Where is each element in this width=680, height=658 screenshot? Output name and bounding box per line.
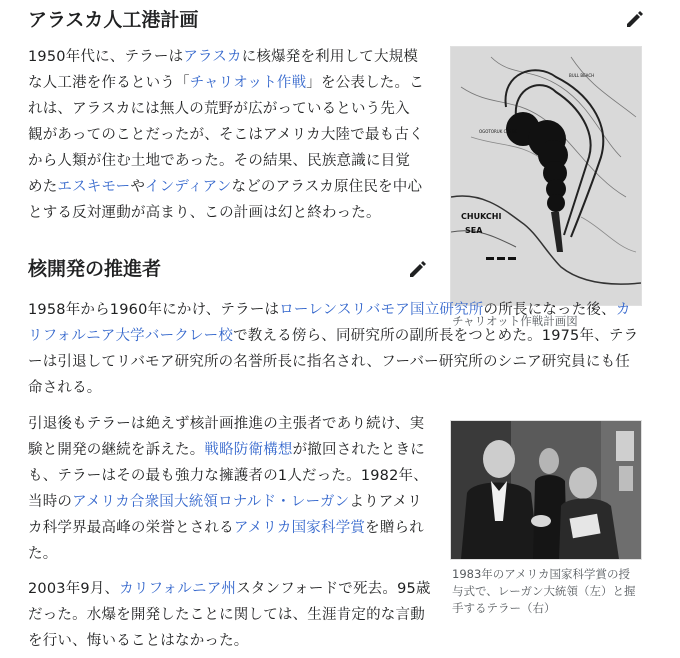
map-label-creek: OGOTORUK CREEK: [479, 129, 517, 134]
section-heading-nuclear-promoter: 核開発の推進者: [28, 258, 162, 280]
paragraph-sdi: 引退後もテラーは絶えず核計画推進の主張者であり続け、実験と開発の継続を訴えた。戦略防衛構想が撤回されたときにも、テラーはその最も強力な擁護者の1人だった。1982年、当時のアメリカ合衆国大統領ロナルド・レーガンよりアメリカ科学界最高峰の栄誉とされるアメリカ国家科学賞を贈られた。: [28, 416, 428, 562]
edit-pencil-icon[interactable]: [407, 258, 429, 280]
map-label-chukchi: CHUKCHI: [461, 212, 502, 221]
link-uc-berkeley[interactable]: カリフォルニア大学バークレー校: [28, 302, 631, 344]
link-livermore-lab[interactable]: ローレンスリバモア国立研究所: [279, 302, 484, 318]
edit-pencil-icon[interactable]: [624, 8, 646, 30]
reagan-teller-photo-figure[interactable]: [450, 420, 642, 560]
reagan-teller-caption: 1983年のアメリカ国家科学賞の授与式で、レーガン大統領（左）と握手するテラー（右）: [452, 567, 636, 615]
section-heading-alaska-port: アラスカ人工港計画: [28, 9, 199, 31]
link-us-president[interactable]: アメリカ合衆国大統領: [72, 494, 219, 510]
link-alaska[interactable]: アラスカ: [183, 49, 242, 65]
link-sdi[interactable]: 戦略防衛構想: [204, 442, 293, 458]
link-eskimo[interactable]: エスキモー: [57, 179, 131, 195]
map-label-sea: SEA: [465, 226, 483, 235]
chariot-map-image: [451, 47, 641, 305]
paragraph-livermore: 1958年から1960年にかけ、テラーはローレンスリバモア国立研究所の所長になった後、カリフォルニア大学バークレー校で教える傍ら、同研究所の副所長をつとめた。1975年、テラーは引退してリバモア研究所の名誉所長に指名され、フーバー研究所のシニア研究員にも任命される。: [28, 302, 639, 396]
map-label-beach: BULL BEACH: [569, 73, 595, 78]
link-national-medal-of-science[interactable]: アメリカ国家科学賞: [233, 520, 366, 536]
chariot-map-caption: チャリオット作戦計画図: [452, 314, 578, 328]
link-project-chariot[interactable]: チャリオット作戦: [189, 75, 307, 91]
chariot-map-figure[interactable]: [450, 46, 642, 306]
reagan-teller-photo: [451, 421, 641, 559]
link-ronald-reagan[interactable]: ロナルド・レーガン: [218, 494, 350, 510]
paragraph-alaska: 1950年代に、テラーはアラスカに核爆発を利用して大規模な人工港を作るという「チャリオット作戦」を公表した。これは、アラスカには無人の荒野が広がっているという先入観があってのことだったが、そこはアメリカ大陸で最も古くから人類が住む土地であった。その結果、民族意識に目覚めたエスキモーやインディアンなどのアラスカ原住民を中心とする反対運動が高まり、この計画は幻と終わった。: [28, 49, 424, 221]
paragraph-death: 2003年9月、カリフォルニア州スタンフォードで死去。95歳だった。水爆を開発したことに関しては、生涯肯定的な言動を行い、悔いることはなかった。: [28, 581, 431, 649]
link-indian[interactable]: インディアン: [145, 179, 232, 195]
link-california[interactable]: カリフォルニア州: [119, 581, 237, 597]
